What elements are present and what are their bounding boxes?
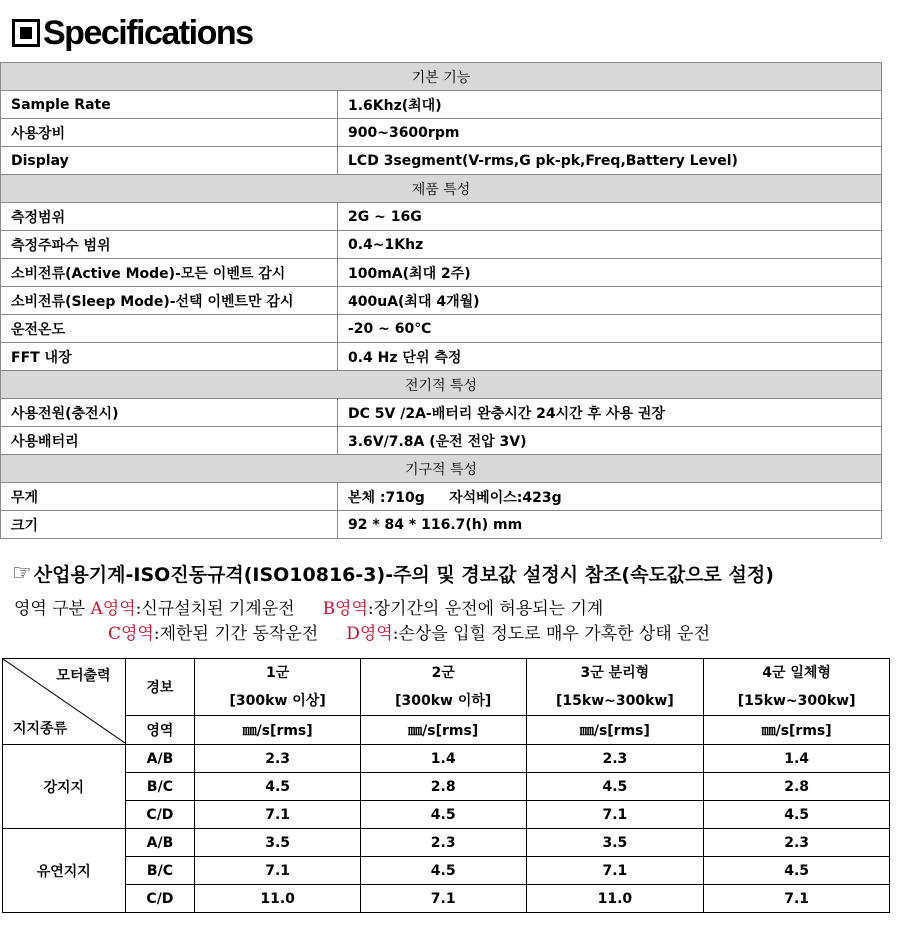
value-cell: 4.5	[195, 773, 361, 801]
spec-key: 소비전류(Active Mode)-모든 이벤트 감시	[1, 259, 338, 287]
zone-header: 영역	[125, 716, 195, 745]
unit-cell: ㎜/s[rms]	[526, 716, 704, 745]
spec-key: 사용배터리	[1, 427, 338, 455]
zone-cell: B/C	[125, 857, 195, 885]
spec-value: 0.4~1Khz	[338, 231, 882, 259]
zone-c-label: C영역	[108, 624, 154, 644]
spec-value: 1.6Khz(최대)	[338, 91, 882, 119]
spec-value: -20 ~ 60℃	[338, 315, 882, 343]
spec-key: 운전온도	[1, 315, 338, 343]
spec-table	[0, 62, 882, 539]
value-cell: 7.1	[526, 857, 704, 885]
spec-value: 본체 :710g 자석베이스:423g	[338, 483, 882, 511]
group-range: [300kw 이하]	[395, 693, 492, 709]
group-range: [300kw 이상]	[229, 693, 326, 709]
value-cell: 7.1	[195, 857, 361, 885]
support-rigid: 강지지	[3, 745, 126, 829]
zone-b-text: :장기간의 운전에 허용되는 기계	[367, 599, 604, 619]
unit-cell: ㎜/s[rms]	[704, 716, 890, 745]
iso-heading	[12, 560, 774, 587]
spec-value: DC 5V /2A-배터리 완충시간 24시간 후 사용 권장	[338, 399, 882, 427]
section-mechanical: 기구적 특성	[1, 455, 882, 483]
zone-cell: B/C	[125, 773, 195, 801]
group-3-header	[526, 659, 704, 716]
spec-key: 사용전원(충전시)	[1, 399, 338, 427]
value-cell: 4.5	[704, 801, 890, 829]
group-range: [15kw~300kw]	[737, 693, 856, 709]
value-cell: 11.0	[526, 885, 704, 913]
alarm-header: 경보	[125, 659, 195, 716]
title-text: Specifications	[43, 13, 253, 52]
spec-value: 400uA(최대 4개월)	[338, 287, 882, 315]
value-cell: 7.1	[195, 801, 361, 829]
zone-d-label: D영역	[346, 624, 393, 644]
value-cell: 1.4	[704, 745, 890, 773]
section-basic: 기본 기능	[1, 63, 882, 91]
spec-key: 측정주파수 범위	[1, 231, 338, 259]
value-cell: 2.3	[526, 745, 704, 773]
value-cell: 2.3	[195, 745, 361, 773]
zone-line-1	[14, 594, 603, 619]
spec-value: 2G ~ 16G	[338, 203, 882, 231]
page-title	[12, 12, 253, 54]
spec-key: Display	[1, 147, 338, 175]
group-range: [15kw~300kw]	[556, 693, 674, 709]
spec-key: 무게	[1, 483, 338, 511]
section-electric: 전기적 특성	[1, 371, 882, 399]
zone-d-text: :손상을 입힐 정도로 매우 가혹한 상태 운전	[392, 624, 711, 644]
value-cell: 3.5	[195, 829, 361, 857]
vibration-table	[2, 658, 890, 913]
group-4-header	[704, 659, 890, 716]
value-cell: 2.3	[360, 829, 526, 857]
zone-c-text: :제한된 기간 동작운전	[153, 624, 319, 644]
group-2-header	[360, 659, 526, 716]
spec-key: 소비전류(Sleep Mode)-선택 이벤트만 감시	[1, 287, 338, 315]
value-cell: 7.1	[704, 885, 890, 913]
spec-value: 0.4 Hz 단위 측정	[338, 343, 882, 371]
zone-prefix: 영역 구분	[14, 599, 91, 619]
square-bullet-icon	[12, 19, 40, 47]
spec-key: 사용장비	[1, 119, 338, 147]
spec-value: 900~3600rpm	[338, 119, 882, 147]
zone-a-label: A영역	[90, 599, 136, 619]
value-cell: 7.1	[360, 885, 526, 913]
spec-key: Sample Rate	[1, 91, 338, 119]
zone-b-label: B영역	[322, 599, 368, 619]
group-name: 1군	[266, 665, 290, 681]
spec-value: LCD 3segment(V-rms,G pk-pk,Freq,Battery Level)	[338, 147, 882, 175]
group-name: 2군	[431, 665, 455, 681]
value-cell: 2.3	[704, 829, 890, 857]
value-cell: 2.8	[360, 773, 526, 801]
value-cell: 4.5	[526, 773, 704, 801]
zone-cell: A/B	[125, 745, 195, 773]
group-1-header	[195, 659, 361, 716]
zone-cell: C/D	[125, 885, 195, 913]
zone-cell: C/D	[125, 801, 195, 829]
value-cell: 4.5	[360, 801, 526, 829]
zone-cell: A/B	[125, 829, 195, 857]
value-cell: 3.5	[526, 829, 704, 857]
value-cell: 11.0	[195, 885, 361, 913]
corner-top-label: 모터출력	[56, 668, 111, 684]
support-flexible: 유연지지	[3, 829, 126, 913]
section-product: 제품 특성	[1, 175, 882, 203]
corner-header	[3, 659, 126, 745]
value-cell: 7.1	[526, 801, 704, 829]
value-cell: 1.4	[360, 745, 526, 773]
spec-key: FFT 내장	[1, 343, 338, 371]
zone-line-2	[14, 619, 710, 644]
spec-key: 측정범위	[1, 203, 338, 231]
spec-value: 92 * 84 * 116.7(h) mm	[338, 511, 882, 539]
value-cell: 4.5	[360, 857, 526, 885]
spec-value: 3.6V/7.8A (운전 전압 3V)	[338, 427, 882, 455]
corner-bottom-label: 지지종류	[13, 721, 68, 737]
value-cell: 4.5	[704, 857, 890, 885]
value-cell: 2.8	[704, 773, 890, 801]
pointing-hand-icon: ☞	[12, 561, 32, 586]
spec-value: 100mA(최대 2주)	[338, 259, 882, 287]
unit-cell: ㎜/s[rms]	[195, 716, 361, 745]
group-name: 4군 일체형	[762, 665, 831, 681]
group-name: 3군 분리형	[580, 665, 650, 681]
iso-heading-text: 산업용기계-ISO진동규격(ISO10816-3)-주의 및 경보값 설정시 참조(속도값으로 설정)	[33, 564, 774, 586]
spec-key: 크기	[1, 511, 338, 539]
zone-a-text: :신규설치된 기계운전	[135, 599, 295, 619]
unit-cell: ㎜/s[rms]	[360, 716, 526, 745]
